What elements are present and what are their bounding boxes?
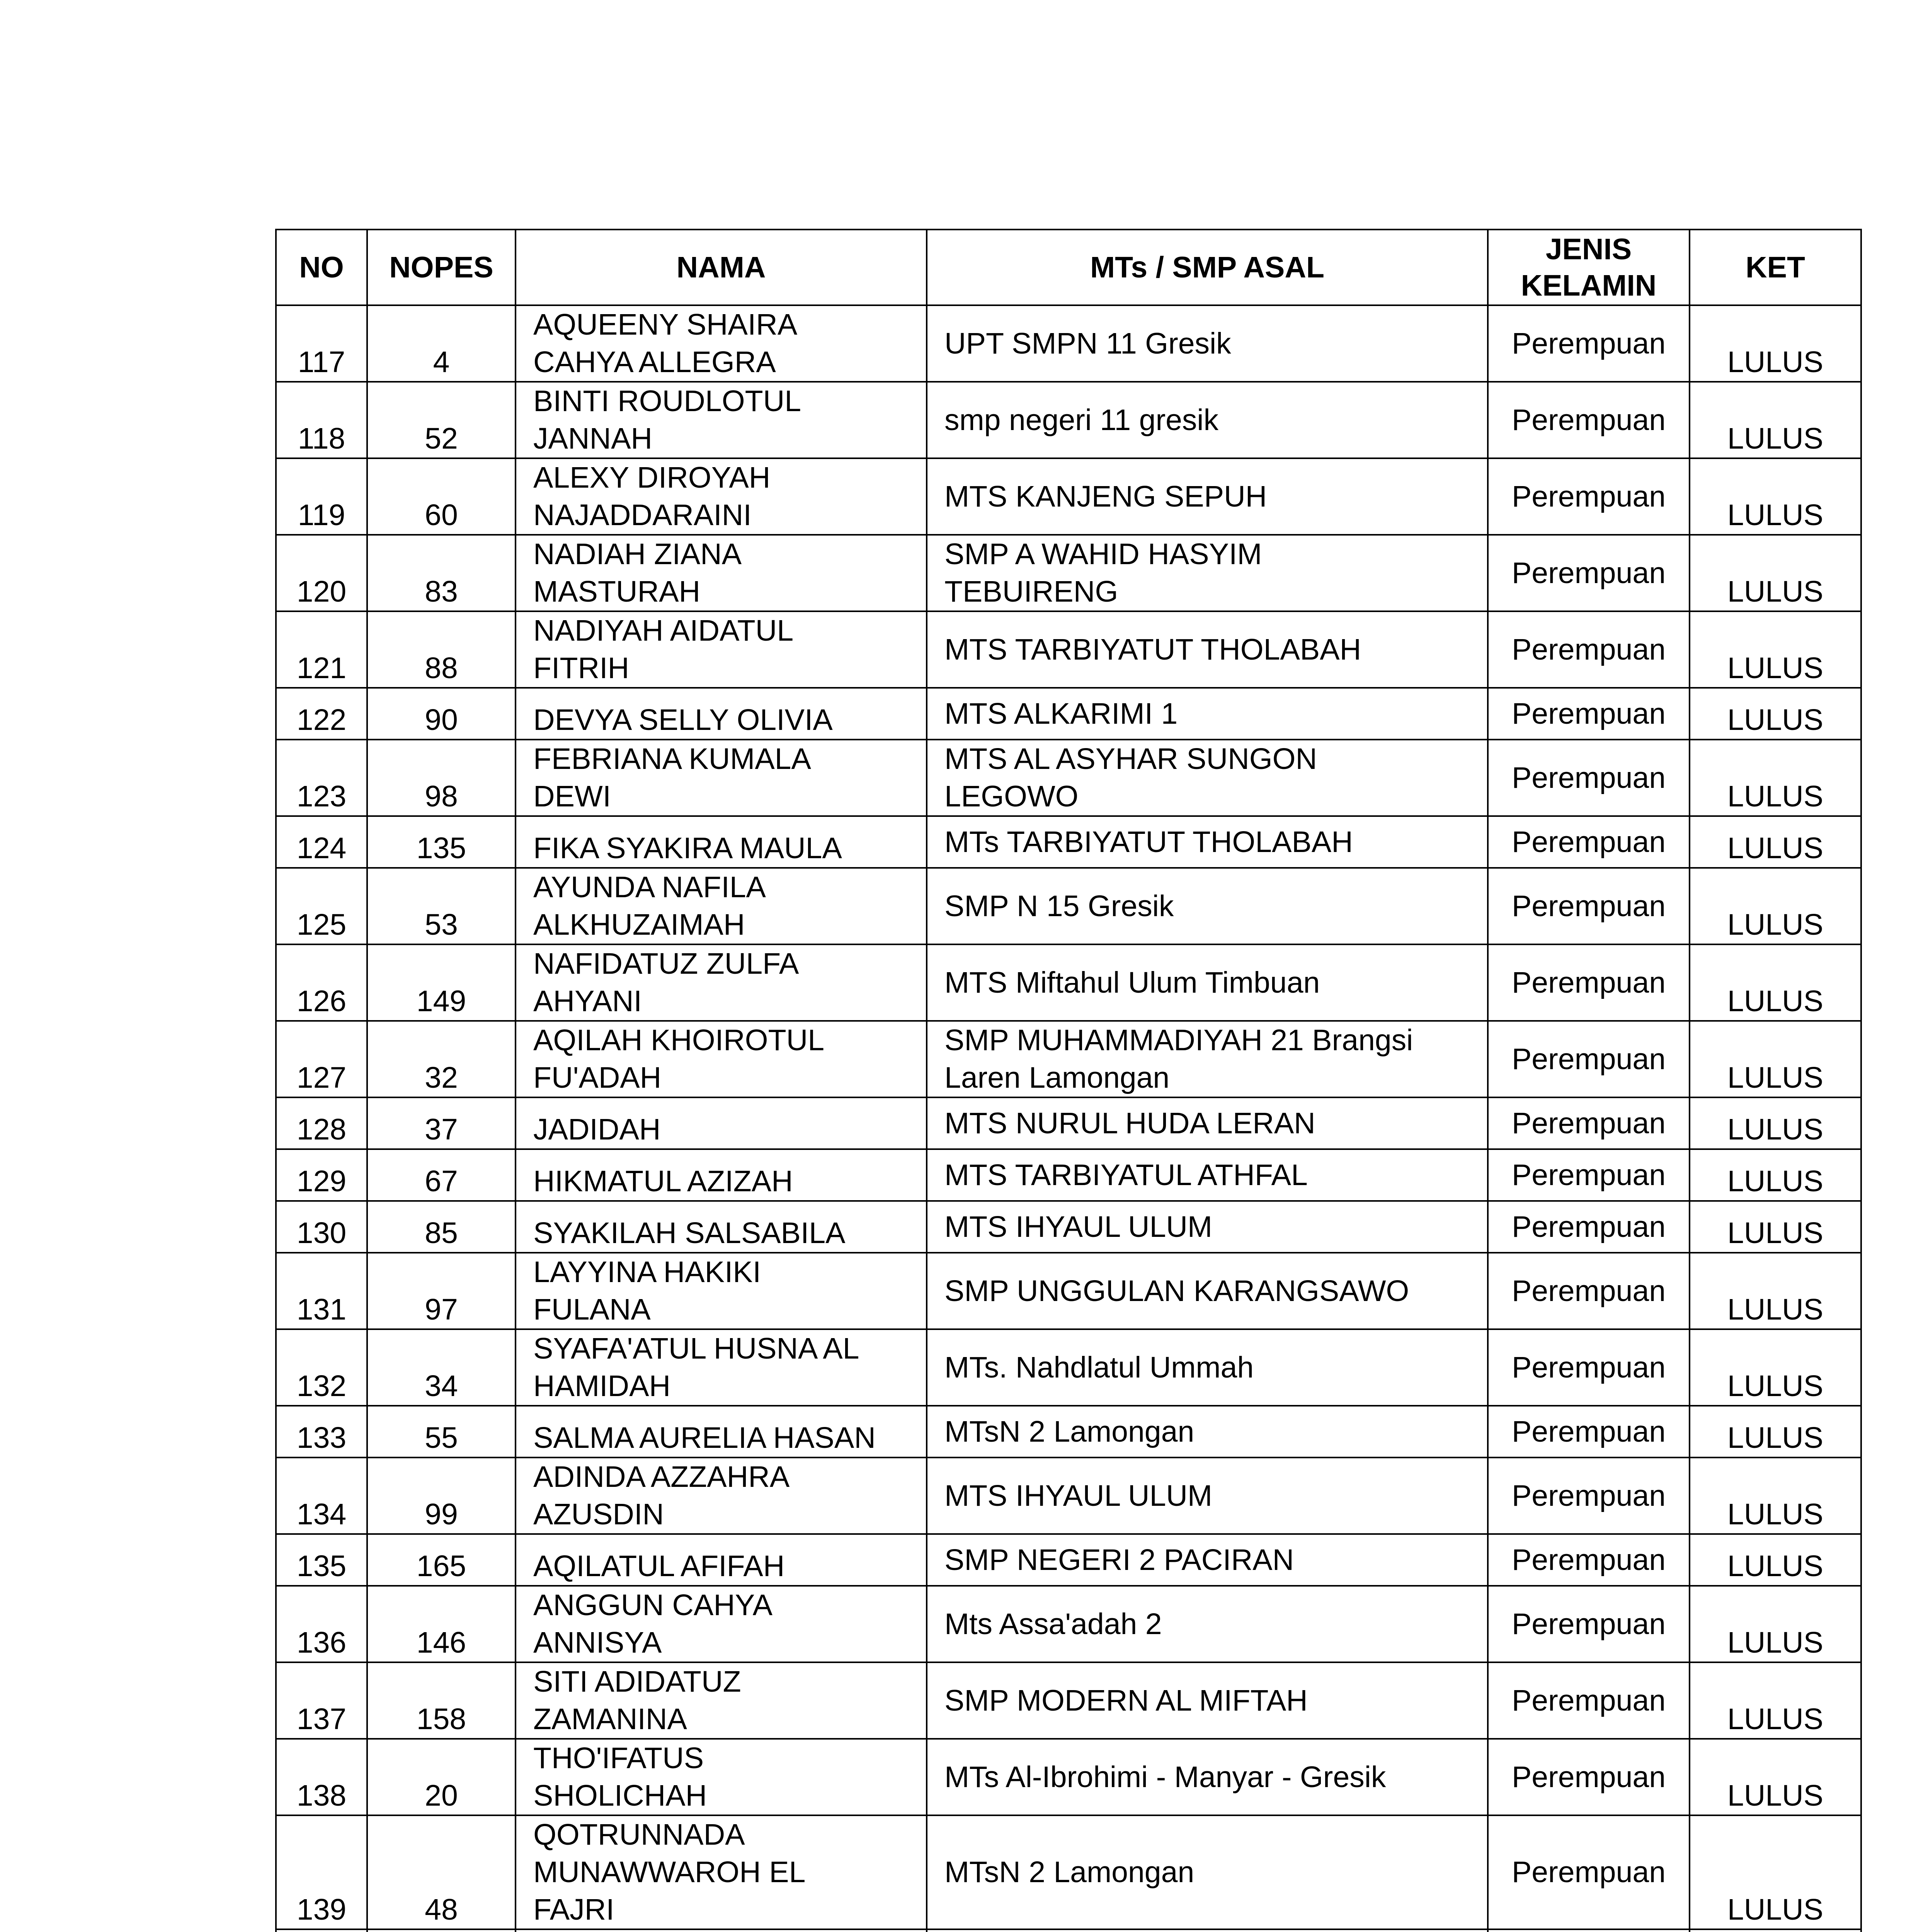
cell-no: 132	[276, 1329, 367, 1406]
cell-jenis-kelamin: Perempuan	[1488, 458, 1690, 535]
table-row	[276, 816, 1861, 868]
cell-nama	[516, 740, 927, 816]
cell-nama	[516, 868, 927, 944]
header-jenis-kelamin	[1488, 230, 1690, 305]
cell-asal	[927, 740, 1488, 816]
cell-asal-line: MTs Al-Ibrohimi - Manyar - Gresik	[944, 1760, 1386, 1794]
cell-no: 124	[276, 816, 367, 868]
cell-nama	[516, 1815, 927, 1929]
cell-asal-line: MTS Miftahul Ulum Timbuan	[944, 966, 1320, 999]
cell-jenis-kelamin: Perempuan	[1488, 1329, 1690, 1406]
cell-nama-line: SITI ADIDATUZ	[533, 1665, 741, 1698]
cell-nama	[516, 611, 927, 688]
cell-ket: LULUS	[1690, 1815, 1861, 1929]
cell-nama-line: AQILAH KHOIROTUL	[533, 1024, 825, 1057]
table-row	[276, 1662, 1861, 1739]
cell-asal-line: MTS AL ASYHAR SUNGON	[944, 742, 1317, 776]
cell-no: 130	[276, 1201, 367, 1253]
cell-asal	[927, 458, 1488, 535]
cell-nama-line: AHYANI	[533, 985, 642, 1018]
cell-nopes: 4	[367, 305, 516, 382]
cell-asal-line: SMP NEGERI 2 PACIRAN	[944, 1543, 1294, 1577]
table-row	[276, 1097, 1861, 1149]
cell-nopes: 135	[367, 816, 516, 868]
cell-nopes: 88	[367, 611, 516, 688]
table-row	[276, 1534, 1861, 1586]
cell-no: 138	[276, 1739, 367, 1815]
cell-nama-line: NADIAH ZIANA	[533, 537, 742, 571]
cell-no: 126	[276, 944, 367, 1021]
cell-jenis-kelamin: Perempuan	[1488, 868, 1690, 944]
cell-nama-line: SYAKILAH SALSABILA	[533, 1216, 846, 1250]
cell-nama-line: NAFIDATUZ ZULFA	[533, 947, 799, 980]
table-row	[276, 1406, 1861, 1458]
cell-nama-line: LAYYINA HAKIKI	[533, 1255, 761, 1289]
cell-jenis-kelamin: Perempuan	[1488, 1021, 1690, 1097]
cell-asal-line: LEGOWO	[944, 780, 1079, 813]
cell-jenis-kelamin: Perempuan	[1488, 382, 1690, 458]
cell-nama-line: AZUSDIN	[533, 1498, 664, 1531]
cell-nama-line: FIKA SYAKIRA MAULA	[533, 832, 842, 865]
cell-asal-line: MTS TARBIYATUL ATHFAL	[944, 1158, 1308, 1192]
cell-asal	[927, 1201, 1488, 1253]
cell-asal-line: MTS IHYAUL ULUM	[944, 1479, 1213, 1512]
cell-nama	[516, 1097, 927, 1149]
cell-jenis-kelamin: Perempuan	[1488, 1662, 1690, 1739]
cell-nama-line: FITRIH	[533, 651, 630, 685]
cell-asal-line: smp negeri 11 gresik	[944, 403, 1219, 437]
cell-nopes: 97	[367, 1253, 516, 1329]
cell-asal	[927, 382, 1488, 458]
cell-asal	[927, 535, 1488, 611]
table-row	[276, 611, 1861, 688]
cell-asal-line: MTS NURUL HUDA LERAN	[944, 1106, 1315, 1140]
cell-asal	[927, 1253, 1488, 1329]
header-ket: KET	[1690, 230, 1861, 305]
cell-nama-line: THO'IFATUS	[533, 1742, 704, 1775]
cell-jenis-kelamin: Perempuan	[1488, 740, 1690, 816]
cell-asal-line: MTS IHYAUL ULUM	[944, 1210, 1213, 1243]
cell-nama-line: MUNAWWAROH EL	[533, 1855, 806, 1889]
cell-no: 129	[276, 1149, 367, 1201]
cell-asal-line: SMP MODERN AL MIFTAH	[944, 1684, 1308, 1717]
cell-nopes: 55	[367, 1406, 516, 1458]
cell-nopes: 67	[367, 1149, 516, 1201]
cell-nama-line: ZAMANINA	[533, 1702, 687, 1736]
cell-ket	[1690, 1929, 1861, 1932]
cell-asal	[927, 1021, 1488, 1097]
cell-nama	[516, 458, 927, 535]
cell-jenis-kelamin: Perempuan	[1488, 1097, 1690, 1149]
cell-nama-line: ADINDA AZZAHRA	[533, 1460, 790, 1493]
cell-nama-line: FULANA	[533, 1293, 651, 1326]
cell-asal	[927, 1406, 1488, 1458]
cell-ket: LULUS	[1690, 740, 1861, 816]
cell-ket: LULUS	[1690, 1662, 1861, 1739]
cell-nama	[516, 1149, 927, 1201]
cell-nama-line: JADIDAH	[533, 1113, 661, 1146]
header-nama: NAMA	[516, 230, 927, 305]
cell-jenis-kelamin: Perempuan	[1488, 1149, 1690, 1201]
table-row	[276, 1201, 1861, 1253]
table-row	[276, 944, 1861, 1021]
cell-nama	[516, 688, 927, 740]
cell-ket: LULUS	[1690, 611, 1861, 688]
cell-no: 118	[276, 382, 367, 458]
cell-asal-line: SMP A WAHID HASYIM	[944, 537, 1262, 571]
header-no: NO	[276, 230, 367, 305]
cell-nama-line: NAJADDARAINI	[533, 498, 752, 532]
cell-no: 119	[276, 458, 367, 535]
cell-nama-line: JANNAH	[533, 422, 653, 455]
cell-asal	[927, 868, 1488, 944]
cell-nopes: 32	[367, 1021, 516, 1097]
cell-nama-line: FU'ADAH	[533, 1061, 662, 1094]
table-row	[276, 1929, 1861, 1932]
cell-nama-line: ALEXY DIROYAH	[533, 461, 771, 494]
cell-no	[276, 1929, 367, 1932]
cell-jenis-kelamin: Perempuan	[1488, 305, 1690, 382]
cell-nama	[516, 1021, 927, 1097]
cell-jenis-kelamin	[1488, 1929, 1690, 1932]
cell-nama	[516, 1929, 927, 1932]
table-row	[276, 1329, 1861, 1406]
cell-ket: LULUS	[1690, 1201, 1861, 1253]
cell-nama	[516, 944, 927, 1021]
cell-asal	[927, 1586, 1488, 1662]
cell-nama-line: BINTI ROUDLOTUL	[533, 384, 801, 418]
cell-nama-line: NADIYAH AIDATUL	[533, 614, 794, 647]
cell-asal-line: MTsN 2 Lamongan	[944, 1855, 1195, 1889]
cell-nama	[516, 1458, 927, 1534]
cell-jenis-kelamin: Perempuan	[1488, 1406, 1690, 1458]
cell-nopes: 85	[367, 1201, 516, 1253]
cell-jenis-kelamin: Perempuan	[1488, 1586, 1690, 1662]
cell-nopes: 83	[367, 535, 516, 611]
cell-nama-line: CAHYA ALLEGRA	[533, 345, 776, 379]
cell-ket: LULUS	[1690, 1406, 1861, 1458]
cell-no: 121	[276, 611, 367, 688]
cell-no: 123	[276, 740, 367, 816]
cell-nopes: 165	[367, 1534, 516, 1586]
cell-nopes: 37	[367, 1097, 516, 1149]
cell-nopes: 60	[367, 458, 516, 535]
cell-no: 135	[276, 1534, 367, 1586]
cell-asal	[927, 1534, 1488, 1586]
cell-asal-line: Mts Assa'adah 2	[944, 1607, 1162, 1641]
cell-nama-line: MASTURAH	[533, 575, 701, 608]
cell-asal-line: MTs. Nahdlatul Ummah	[944, 1350, 1254, 1384]
cell-ket: LULUS	[1690, 458, 1861, 535]
table-row	[276, 688, 1861, 740]
cell-asal	[927, 1662, 1488, 1739]
results-table	[275, 229, 1862, 1932]
cell-nama	[516, 1406, 927, 1458]
cell-nama	[516, 1329, 927, 1406]
cell-nama-line: ANGGUN CAHYA	[533, 1588, 773, 1622]
cell-nama-line: QOTRUNNADA	[533, 1818, 745, 1851]
cell-ket: LULUS	[1690, 1458, 1861, 1534]
table-row	[276, 1458, 1861, 1534]
cell-nama	[516, 1534, 927, 1586]
cell-nama-line: HAMIDAH	[533, 1369, 671, 1403]
cell-no: 125	[276, 868, 367, 944]
cell-ket: LULUS	[1690, 1586, 1861, 1662]
cell-asal	[927, 305, 1488, 382]
cell-nopes: 53	[367, 868, 516, 944]
cell-asal	[927, 1458, 1488, 1534]
cell-jenis-kelamin: Perempuan	[1488, 535, 1690, 611]
cell-ket: LULUS	[1690, 944, 1861, 1021]
cell-nama-line: SYAFA'ATUL HUSNA AL	[533, 1332, 859, 1365]
cell-no: 137	[276, 1662, 367, 1739]
table-row	[276, 1815, 1861, 1929]
cell-no: 136	[276, 1586, 367, 1662]
cell-ket: LULUS	[1690, 1329, 1861, 1406]
cell-nopes: 90	[367, 688, 516, 740]
cell-nama-line: AQILATUL AFIFAH	[533, 1549, 785, 1583]
cell-asal	[927, 816, 1488, 868]
cell-ket: LULUS	[1690, 688, 1861, 740]
table-row	[276, 1586, 1861, 1662]
cell-asal	[927, 1097, 1488, 1149]
cell-asal-line: MTS TARBIYATUT THOLABAH	[944, 633, 1361, 666]
cell-jenis-kelamin: Perempuan	[1488, 1534, 1690, 1586]
cell-no: 128	[276, 1097, 367, 1149]
cell-ket: LULUS	[1690, 868, 1861, 944]
cell-ket: LULUS	[1690, 305, 1861, 382]
table-row	[276, 740, 1861, 816]
table-row	[276, 1149, 1861, 1201]
cell-nopes: 48	[367, 1815, 516, 1929]
cell-asal-line: SMP UNGGULAN KARANGSAWO	[944, 1274, 1409, 1308]
cell-jenis-kelamin: Perempuan	[1488, 1739, 1690, 1815]
cell-nopes: 34	[367, 1329, 516, 1406]
cell-nama	[516, 1253, 927, 1329]
cell-nama	[516, 1662, 927, 1739]
cell-asal-line: Laren Lamongan	[944, 1061, 1170, 1094]
cell-nama-line: SHOLICHAH	[533, 1779, 707, 1812]
table-row	[276, 535, 1861, 611]
cell-nama	[516, 382, 927, 458]
cell-nama	[516, 816, 927, 868]
cell-no: 117	[276, 305, 367, 382]
cell-jenis-kelamin: Perempuan	[1488, 688, 1690, 740]
table-row	[276, 1739, 1861, 1815]
cell-nopes: 52	[367, 382, 516, 458]
cell-asal	[927, 1815, 1488, 1929]
header-row	[276, 230, 1861, 305]
cell-ket: LULUS	[1690, 1253, 1861, 1329]
table-row	[276, 868, 1861, 944]
cell-no: 122	[276, 688, 367, 740]
cell-nama-line: DEVYA SELLY OLIVIA	[533, 703, 833, 736]
cell-no: 134	[276, 1458, 367, 1534]
cell-nama-line: AQUEENY SHAIRA	[533, 308, 798, 341]
cell-nama-line: HIKMATUL AZIZAH	[533, 1165, 793, 1198]
cell-asal-line: SMP N 15 Gresik	[944, 889, 1174, 923]
cell-asal-line: SMP MUHAMMADIYAH 21 Brangsi	[944, 1024, 1413, 1057]
cell-nama-line: AYUNDA NAFILA	[533, 871, 766, 904]
cell-nopes: 158	[367, 1662, 516, 1739]
table-row	[276, 458, 1861, 535]
cell-nopes: 98	[367, 740, 516, 816]
cell-nama	[516, 1201, 927, 1253]
cell-asal-line: MTS ALKARIMI 1	[944, 697, 1178, 730]
cell-nama	[516, 535, 927, 611]
cell-nama	[516, 1739, 927, 1815]
cell-nopes: 149	[367, 944, 516, 1021]
cell-asal	[927, 1329, 1488, 1406]
cell-nopes: 146	[367, 1586, 516, 1662]
header-asal: MTs / SMP ASAL	[927, 230, 1488, 305]
cell-jenis-kelamin: Perempuan	[1488, 1458, 1690, 1534]
table-row	[276, 1021, 1861, 1097]
cell-jenis-kelamin: Perempuan	[1488, 611, 1690, 688]
cell-nopes: 20	[367, 1739, 516, 1815]
cell-asal-line: MTs TARBIYATUT THOLABAH	[944, 825, 1353, 859]
cell-asal	[927, 1739, 1488, 1815]
cell-ket: LULUS	[1690, 382, 1861, 458]
cell-jenis-kelamin: Perempuan	[1488, 944, 1690, 1021]
cell-no: 127	[276, 1021, 367, 1097]
cell-ket: LULUS	[1690, 1739, 1861, 1815]
cell-asal-line: TEBUIRENG	[944, 575, 1118, 608]
cell-no: 120	[276, 535, 367, 611]
cell-asal	[927, 688, 1488, 740]
cell-nama-line: DEWI	[533, 780, 611, 813]
table-row	[276, 305, 1861, 382]
cell-jenis-kelamin: Perempuan	[1488, 1253, 1690, 1329]
cell-asal	[927, 611, 1488, 688]
table-row	[276, 382, 1861, 458]
cell-asal	[927, 1149, 1488, 1201]
cell-ket: LULUS	[1690, 1534, 1861, 1586]
table-header	[276, 230, 1861, 305]
cell-no: 131	[276, 1253, 367, 1329]
cell-no: 133	[276, 1406, 367, 1458]
cell-nopes: 99	[367, 1458, 516, 1534]
cell-nama-line: ANNISYA	[533, 1626, 662, 1659]
cell-ket: LULUS	[1690, 816, 1861, 868]
cell-asal	[927, 944, 1488, 1021]
cell-nopes	[367, 1929, 516, 1932]
cell-no: 139	[276, 1815, 367, 1929]
cell-jenis-kelamin: Perempuan	[1488, 816, 1690, 868]
cell-nama-line: ALKHUZAIMAH	[533, 908, 745, 941]
cell-asal	[927, 1929, 1488, 1932]
cell-asal-line: MTS KANJENG SEPUH	[944, 480, 1267, 513]
header-nopes: NOPES	[367, 230, 516, 305]
cell-nama-line: SALMA AURELIA HASAN	[533, 1421, 876, 1454]
header-jenis-kelamin-line1: JENIS	[1545, 233, 1632, 266]
cell-jenis-kelamin: Perempuan	[1488, 1815, 1690, 1929]
cell-asal-line: UPT SMPN 11 Gresik	[944, 327, 1231, 360]
cell-asal-line: MTsN 2 Lamongan	[944, 1415, 1195, 1448]
cell-nama	[516, 1586, 927, 1662]
cell-ket: LULUS	[1690, 535, 1861, 611]
cell-jenis-kelamin: Perempuan	[1488, 1201, 1690, 1253]
cell-nama	[516, 305, 927, 382]
cell-ket: LULUS	[1690, 1097, 1861, 1149]
table-body	[276, 305, 1861, 1932]
cell-ket: LULUS	[1690, 1021, 1861, 1097]
cell-nama-line: FEBRIANA KUMALA	[533, 742, 811, 776]
header-jenis-kelamin-line2: KELAMIN	[1521, 269, 1657, 302]
cell-ket: LULUS	[1690, 1149, 1861, 1201]
cell-nama-line: FAJRI	[533, 1893, 614, 1926]
table-row	[276, 1253, 1861, 1329]
